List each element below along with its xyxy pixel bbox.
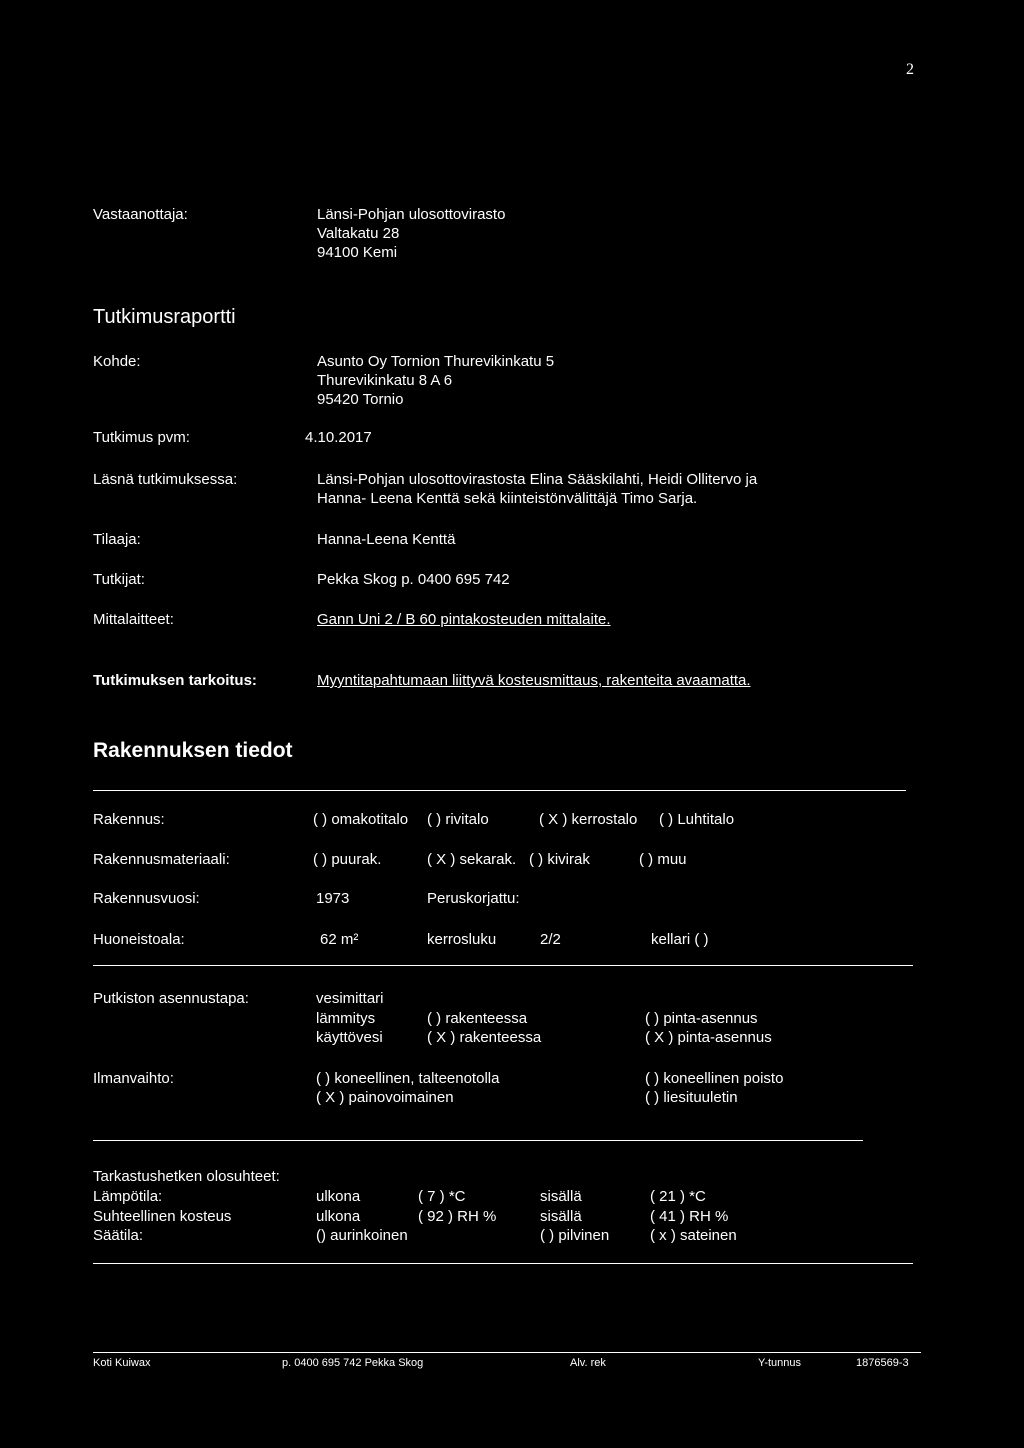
purpose-value: Myyntitapahtumaan liittyvä kosteusmittaus, rakenteita avaamatta. (317, 672, 751, 689)
client-label: Tilaaja: (93, 531, 141, 548)
area-value: 62 m² (320, 931, 359, 948)
building-type-option-4: ( ) Luhtitalo (659, 811, 735, 828)
material-label: Rakennusmateriaali: (93, 851, 230, 868)
weather-option-sunny: () aurinkoinen (316, 1227, 408, 1244)
humidity-label: Suhteellinen kosteus (93, 1208, 232, 1225)
piping-row-3-a: ( X ) rakenteessa (427, 1029, 542, 1046)
instruments-value: Gann Uni 2 / B 60 pintakosteuden mittalaite. (317, 611, 611, 628)
piping-row-2-name: lämmitys (316, 1010, 376, 1027)
material-option-4: ( ) muu (639, 851, 687, 868)
footer-business-id-label: Y-tunnus (758, 1357, 802, 1369)
recipient-line-3: 94100 Kemi (317, 244, 398, 261)
recipient-line-1: Länsi-Pohjan ulosottovirasto (317, 206, 506, 223)
divider-1 (93, 790, 906, 791)
piping-row-3-name: käyttövesi (316, 1029, 383, 1046)
humidity-in-value: ( 41 ) RH % (650, 1208, 729, 1225)
floor-value: 2/2 (540, 931, 561, 948)
target-line-3: 95420 Tornio (317, 391, 404, 408)
present-label: Läsnä tutkimuksessa: (93, 471, 238, 488)
ventilation-row-1-a: ( ) koneellinen, talteenotolla (316, 1070, 500, 1087)
target-line-1: Asunto Oy Tornion Thurevikinkatu 5 (317, 353, 555, 370)
date-label: Tutkimus pvm: (93, 429, 190, 446)
material-option-3: ( ) kivirak (529, 851, 590, 868)
weather-option-cloudy: ( ) pilvinen (540, 1227, 610, 1244)
present-line-2: Hanna- Leena Kenttä sekä kiinteistönvälittäjä Timo Sarja. (317, 490, 698, 507)
piping-row-2-b: ( ) pinta-asennus (645, 1010, 758, 1027)
year-value: 1973 (316, 890, 350, 907)
page-number: 2 (906, 61, 914, 78)
researchers-label: Tutkijat: (93, 571, 145, 588)
humidity-out-value: ( 92 ) RH % (418, 1208, 497, 1225)
building-type-option-2: ( ) rivitalo (427, 811, 489, 828)
material-option-2: ( X ) sekarak. (427, 851, 517, 868)
renovated-label: Peruskorjattu: (427, 890, 520, 907)
purpose-label: Tutkimuksen tarkoitus: (93, 672, 257, 689)
weather-option-rainy: ( x ) sateinen (650, 1227, 737, 1244)
building-type-option-3: ( X ) kerrostalo (539, 811, 638, 828)
divider-3 (93, 1140, 863, 1141)
weather-label: Säätila: (93, 1227, 144, 1244)
recipient-label: Vastaanottaja: (93, 206, 188, 223)
ventilation-row-1-b: ( ) koneellinen poisto (645, 1070, 784, 1087)
humidity-in-label: sisällä (540, 1208, 582, 1225)
footer-company: Koti Kuiwax (93, 1357, 151, 1369)
basement-value: kellari ( ) (651, 931, 709, 948)
footer-rule (93, 1352, 921, 1353)
floor-label: kerrosluku (427, 931, 497, 948)
material-option-1: ( ) puurak. (313, 851, 382, 868)
divider-2 (93, 965, 913, 966)
ventilation-label: Ilmanvaihto: (93, 1070, 174, 1087)
humidity-out-label: ulkona (316, 1208, 361, 1225)
ventilation-row-2-b: ( ) liesituuletin (645, 1089, 738, 1106)
year-label: Rakennusvuosi: (93, 890, 200, 907)
building-type-option-1: ( ) omakotitalo (313, 811, 409, 828)
footer-business-id: 1876569-3 (856, 1357, 909, 1369)
report-title: Tutkimusraportti (93, 306, 236, 328)
temperature-out-label: ulkona (316, 1188, 361, 1205)
divider-4 (93, 1263, 913, 1264)
footer-vat: Alv. rek (570, 1357, 606, 1369)
target-label: Kohde: (93, 353, 141, 370)
building-heading: Rakennuksen tiedot (93, 739, 293, 762)
temperature-label: Lämpötila: (93, 1188, 163, 1205)
target-line-2: Thurevikinkatu 8 A 6 (317, 372, 453, 389)
temperature-out-value: ( 7 ) *C (418, 1188, 466, 1205)
date-value: 4.10.2017 (305, 429, 372, 446)
building-type-label: Rakennus: (93, 811, 165, 828)
recipient-line-2: Valtakatu 28 (317, 225, 400, 242)
piping-row-2-a: ( ) rakenteessa (427, 1010, 528, 1027)
instruments-label: Mittalaitteet: (93, 611, 174, 628)
present-line-1: Länsi-Pohjan ulosottovirastosta Elina Sääskilahti, Heidi Ollitervo ja (317, 471, 758, 488)
piping-row-1-name: vesimittari (316, 990, 384, 1007)
piping-label: Putkiston asennustapa: (93, 990, 249, 1007)
conditions-title: Tarkastushetken olosuhteet: (93, 1168, 280, 1185)
client-value: Hanna-Leena Kenttä (317, 531, 456, 548)
researchers-value: Pekka Skog p. 0400 695 742 (317, 571, 510, 588)
temperature-in-label: sisällä (540, 1188, 582, 1205)
footer-contact: p. 0400 695 742 Pekka Skog (282, 1357, 424, 1369)
piping-row-3-b: ( X ) pinta-asennus (645, 1029, 772, 1046)
area-label: Huoneistoala: (93, 931, 185, 948)
ventilation-row-2-a: ( X ) painovoimainen (316, 1089, 454, 1106)
temperature-in-value: ( 21 ) *C (650, 1188, 706, 1205)
